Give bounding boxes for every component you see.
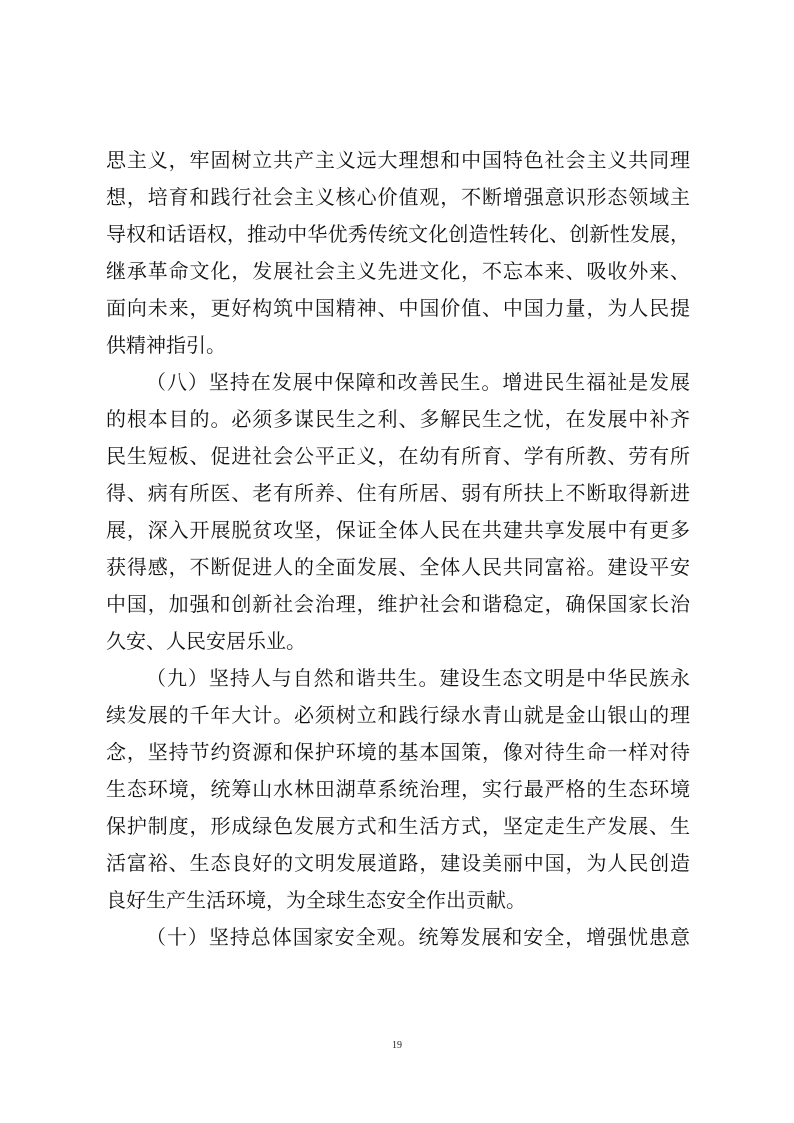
text-line: 思主义，牢固树立共产主义远大理想和中国特色社会主义共同理 — [106, 148, 690, 172]
text-line: （十）坚持总体国家安全观。统筹发展和安全，增强忧患意 — [146, 925, 690, 949]
text-line: 导权和话语权，推动中华优秀传统文化创造性转化、创新性发展， — [106, 222, 690, 246]
page-number: 19 — [392, 1040, 402, 1051]
text-line: 继承革命文化，发展社会主义先进文化，不忘本来、吸收外来、 — [106, 259, 690, 283]
text-line: 念，坚持节约资源和保护环境的基本国策，像对待生命一样对待 — [106, 740, 690, 764]
text-line: 保护制度，形成绿色发展方式和生活方式，坚定走生产发展、生 — [106, 814, 690, 838]
text-line: 中国，加强和创新社会治理，维护社会和谐稳定，确保国家长治 — [106, 592, 690, 616]
text-line: 的根本目的。必须多谋民生之利、多解民生之忧，在发展中补齐 — [106, 407, 690, 431]
text-line: 续发展的千年大计。必须树立和践行绿水青山就是金山银山的理 — [106, 703, 690, 727]
text-line: 面向未来，更好构筑中国精神、中国价值、中国力量，为人民提 — [106, 296, 690, 320]
text-line: （八）坚持在发展中保障和改善民生。增进民生福祉是发展 — [146, 370, 690, 394]
text-line: 生态环境，统筹山水林田湖草系统治理，实行最严格的生态环境 — [106, 777, 690, 801]
body-text — [106, 142, 690, 956]
text-line: 活富裕、生态良好的文明发展道路，建设美丽中国，为人民创造 — [106, 851, 690, 875]
text-line: 供精神指引。 — [106, 333, 226, 357]
text-line: 得、病有所医、老有所养、住有所居、弱有所扶上不断取得新进 — [106, 481, 690, 505]
text-line: 展，深入开展脱贫攻坚，保证全体人民在共建共享发展中有更多 — [106, 518, 690, 542]
text-line: （九）坚持人与自然和谐共生。建设生态文明是中华民族永 — [146, 666, 690, 690]
text-line: 想，培育和践行社会主义核心价值观，不断增强意识形态领域主 — [106, 185, 690, 209]
text-line: 获得感，不断促进人的全面发展、全体人民共同富裕。建设平安 — [106, 555, 690, 579]
text-line: 久安、人民安居乐业。 — [106, 629, 306, 653]
text-line: 良好生产生活环境，为全球生态安全作出贡献。 — [106, 888, 526, 912]
text-line: 民生短板、促进社会公平正义，在幼有所育、学有所教、劳有所 — [106, 444, 690, 468]
